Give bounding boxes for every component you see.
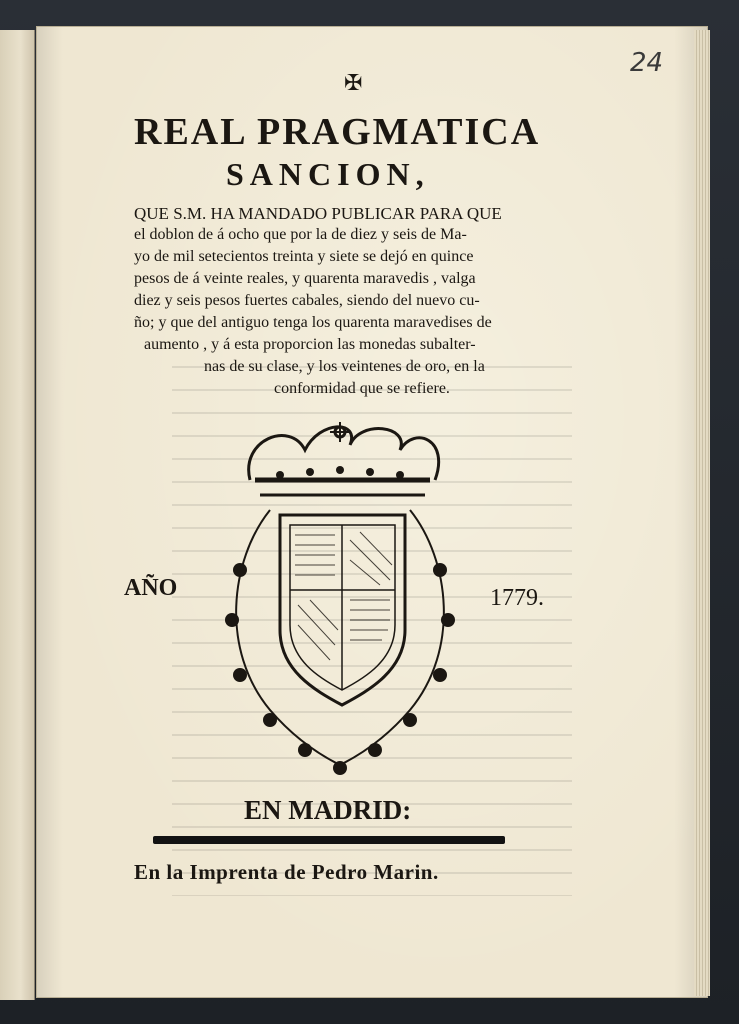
page-stack-edge <box>694 30 710 996</box>
royal-coat-of-arms-icon <box>210 420 470 785</box>
year-value: 1779. <box>490 585 544 611</box>
body-line-8: nas de su clase, y los veintenes de oro, en la <box>204 358 485 375</box>
title-line-2: SANCION, <box>226 156 430 192</box>
year-label: AÑO <box>124 575 178 601</box>
left-page-edge <box>0 30 35 1000</box>
body-line-2: el doblon de á ocho que por la de diez y seis de Ma- <box>134 226 467 243</box>
imprint-city: EN MADRID: <box>244 795 412 825</box>
body-line-4: pesos de á veinte reales, y quarenta maravedis , valga <box>134 270 476 287</box>
folio-number: 24 <box>630 48 664 78</box>
body-line-1: QUE S.M. HA MANDADO PUBLICAR PARA QUE <box>134 204 502 223</box>
printer-line: En la Imprenta de Pedro Marin. <box>134 860 439 884</box>
body-line-3: yo de mil setecientos treinta y siete se dejó en quince <box>134 248 474 265</box>
body-line-9: conformidad que se refiere. <box>274 380 450 397</box>
body-line-7: aumento , y á esta proporcion las monedas subalter- <box>144 336 476 353</box>
cross-ornament: ✠ <box>344 70 363 95</box>
body-line-5: diez y seis pesos fuertes cabales, siendo del nuevo cu- <box>134 292 480 309</box>
title-line-1: REAL PRAGMATICA <box>134 111 541 153</box>
body-line-6: ño; y que del antiguo tenga los quarenta maravedises de <box>134 314 492 331</box>
horizontal-rule <box>153 836 505 844</box>
